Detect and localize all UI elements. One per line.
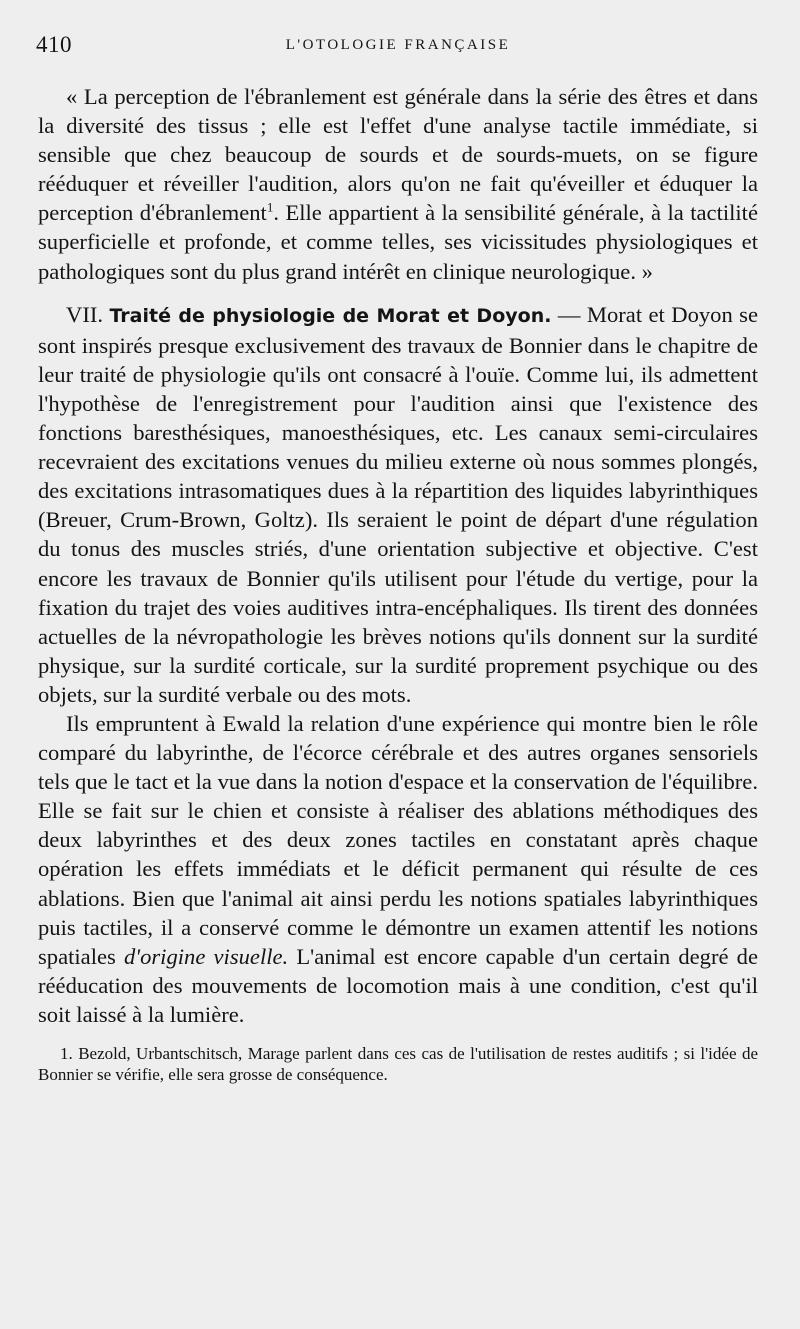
quote-text: « La perception de l'ébranlement est générale dans la série des êtres et dans la diversité des tissus ; elle est l'effet d'une analyse tactile immédiate, si sensible que chez beaucoup de sourds et de sourds-muets, on se figure rééduquer et réveiller l'audition, alors qu'on ne fait qu'éveiller et éduquer la perception d'ébranlement [38, 84, 758, 226]
section-vii-paragraph [38, 300, 758, 709]
running-title: L'OTOLOGIE FRANÇAISE [285, 37, 511, 53]
footnote-reference: 1 [266, 199, 274, 215]
footnote-separator [38, 1029, 758, 1043]
ewald-text: Ils empruntent à Ewald la relation d'une expérience qui montre bien le rôle comparé du labyrinthe, de l'écorce cérébrale et des autres organes sensoriels tels que le tact et la vue dans la notion d'espace et la conservation de l'équilibre. Elle se fait sur le chien et consiste à réaliser des ablations méthodiques des deux labyrinthes et des deux zones tactiles en constatant après chaque opération les effets immédiats et le déficit permanent qui résulte de ces ablations. Bien que l'animal ait ainsi perdu les notions spatiales labyrinthiques puis tactiles, il a conservé comme le démontre un examen attentif les notions spatiales [38, 710, 758, 969]
section-numeral: VII. [66, 301, 104, 327]
section-heading: Traité de physiologie de Morat et Doyon. [109, 304, 552, 327]
page-header [36, 32, 760, 62]
quote-text-continued: . Elle appartient à la sensibilité générale, à la tactilité superficielle et profonde, et comme telles, ses vicissitudes physiologiques et pathologiques sont du plus grand intérêt en clinique neurologique. » [38, 200, 758, 284]
body-text [38, 82, 758, 1085]
ewald-paragraph [38, 709, 758, 1029]
ewald-text-continued: L'animal est encore capable d'un certain degré de rééducation des mouvements de locomotion mais à une condition, c'est qu'il soit laissé à la lumière. [38, 943, 759, 1027]
section-vii-text: — Morat et Doyon se sont inspirés presque exclusivement des travaux de Bonnier dans le chapitre de leur traité de physiologie qu'ils ont consacré à l'ouïe. Comme lui, ils admettent l'hypothèse de l'enregistrement pour l'audition ainsi que l'existence des fonctions baresthésiques, manoesthésiques, etc. Les canaux semi-circulaires recevraient des excitations venues du milieu externe où nous sommes plongés, des excitations intrasomatiques dues à la répartition des liquides labyrinthiques (Breuer, Crum-Brown, Goltz). Ils seraient le point de départ d'une régulation du tonus des muscles striés, d'une orientation subjective et objective. C'est encore les travaux de Bonnier qu'ils utilisent pour l'étude du vertige, pour la fixation du trajet des voies auditives intra-encéphaliques. Ils tirent des données actuelles de la névropathologie les brèves notions qu'ils donnent sur la surdité physique, sur la surdité corticale, sur la surdité proprement psychique ou des objets, sur la surdité verbale ou des mots. [38, 301, 758, 707]
page-number: 410 [36, 32, 72, 57]
quote-paragraph [38, 82, 758, 286]
footnote: 1. Bezold, Urbantschitsch, Marage parlent dans ces cas de l'utilisation de restes auditifs ; si l'idée de Bonnier se vérifie, elle sera grosse de conséquence. [38, 1044, 758, 1084]
emphasis-text: d'origine visuelle. [123, 943, 289, 969]
